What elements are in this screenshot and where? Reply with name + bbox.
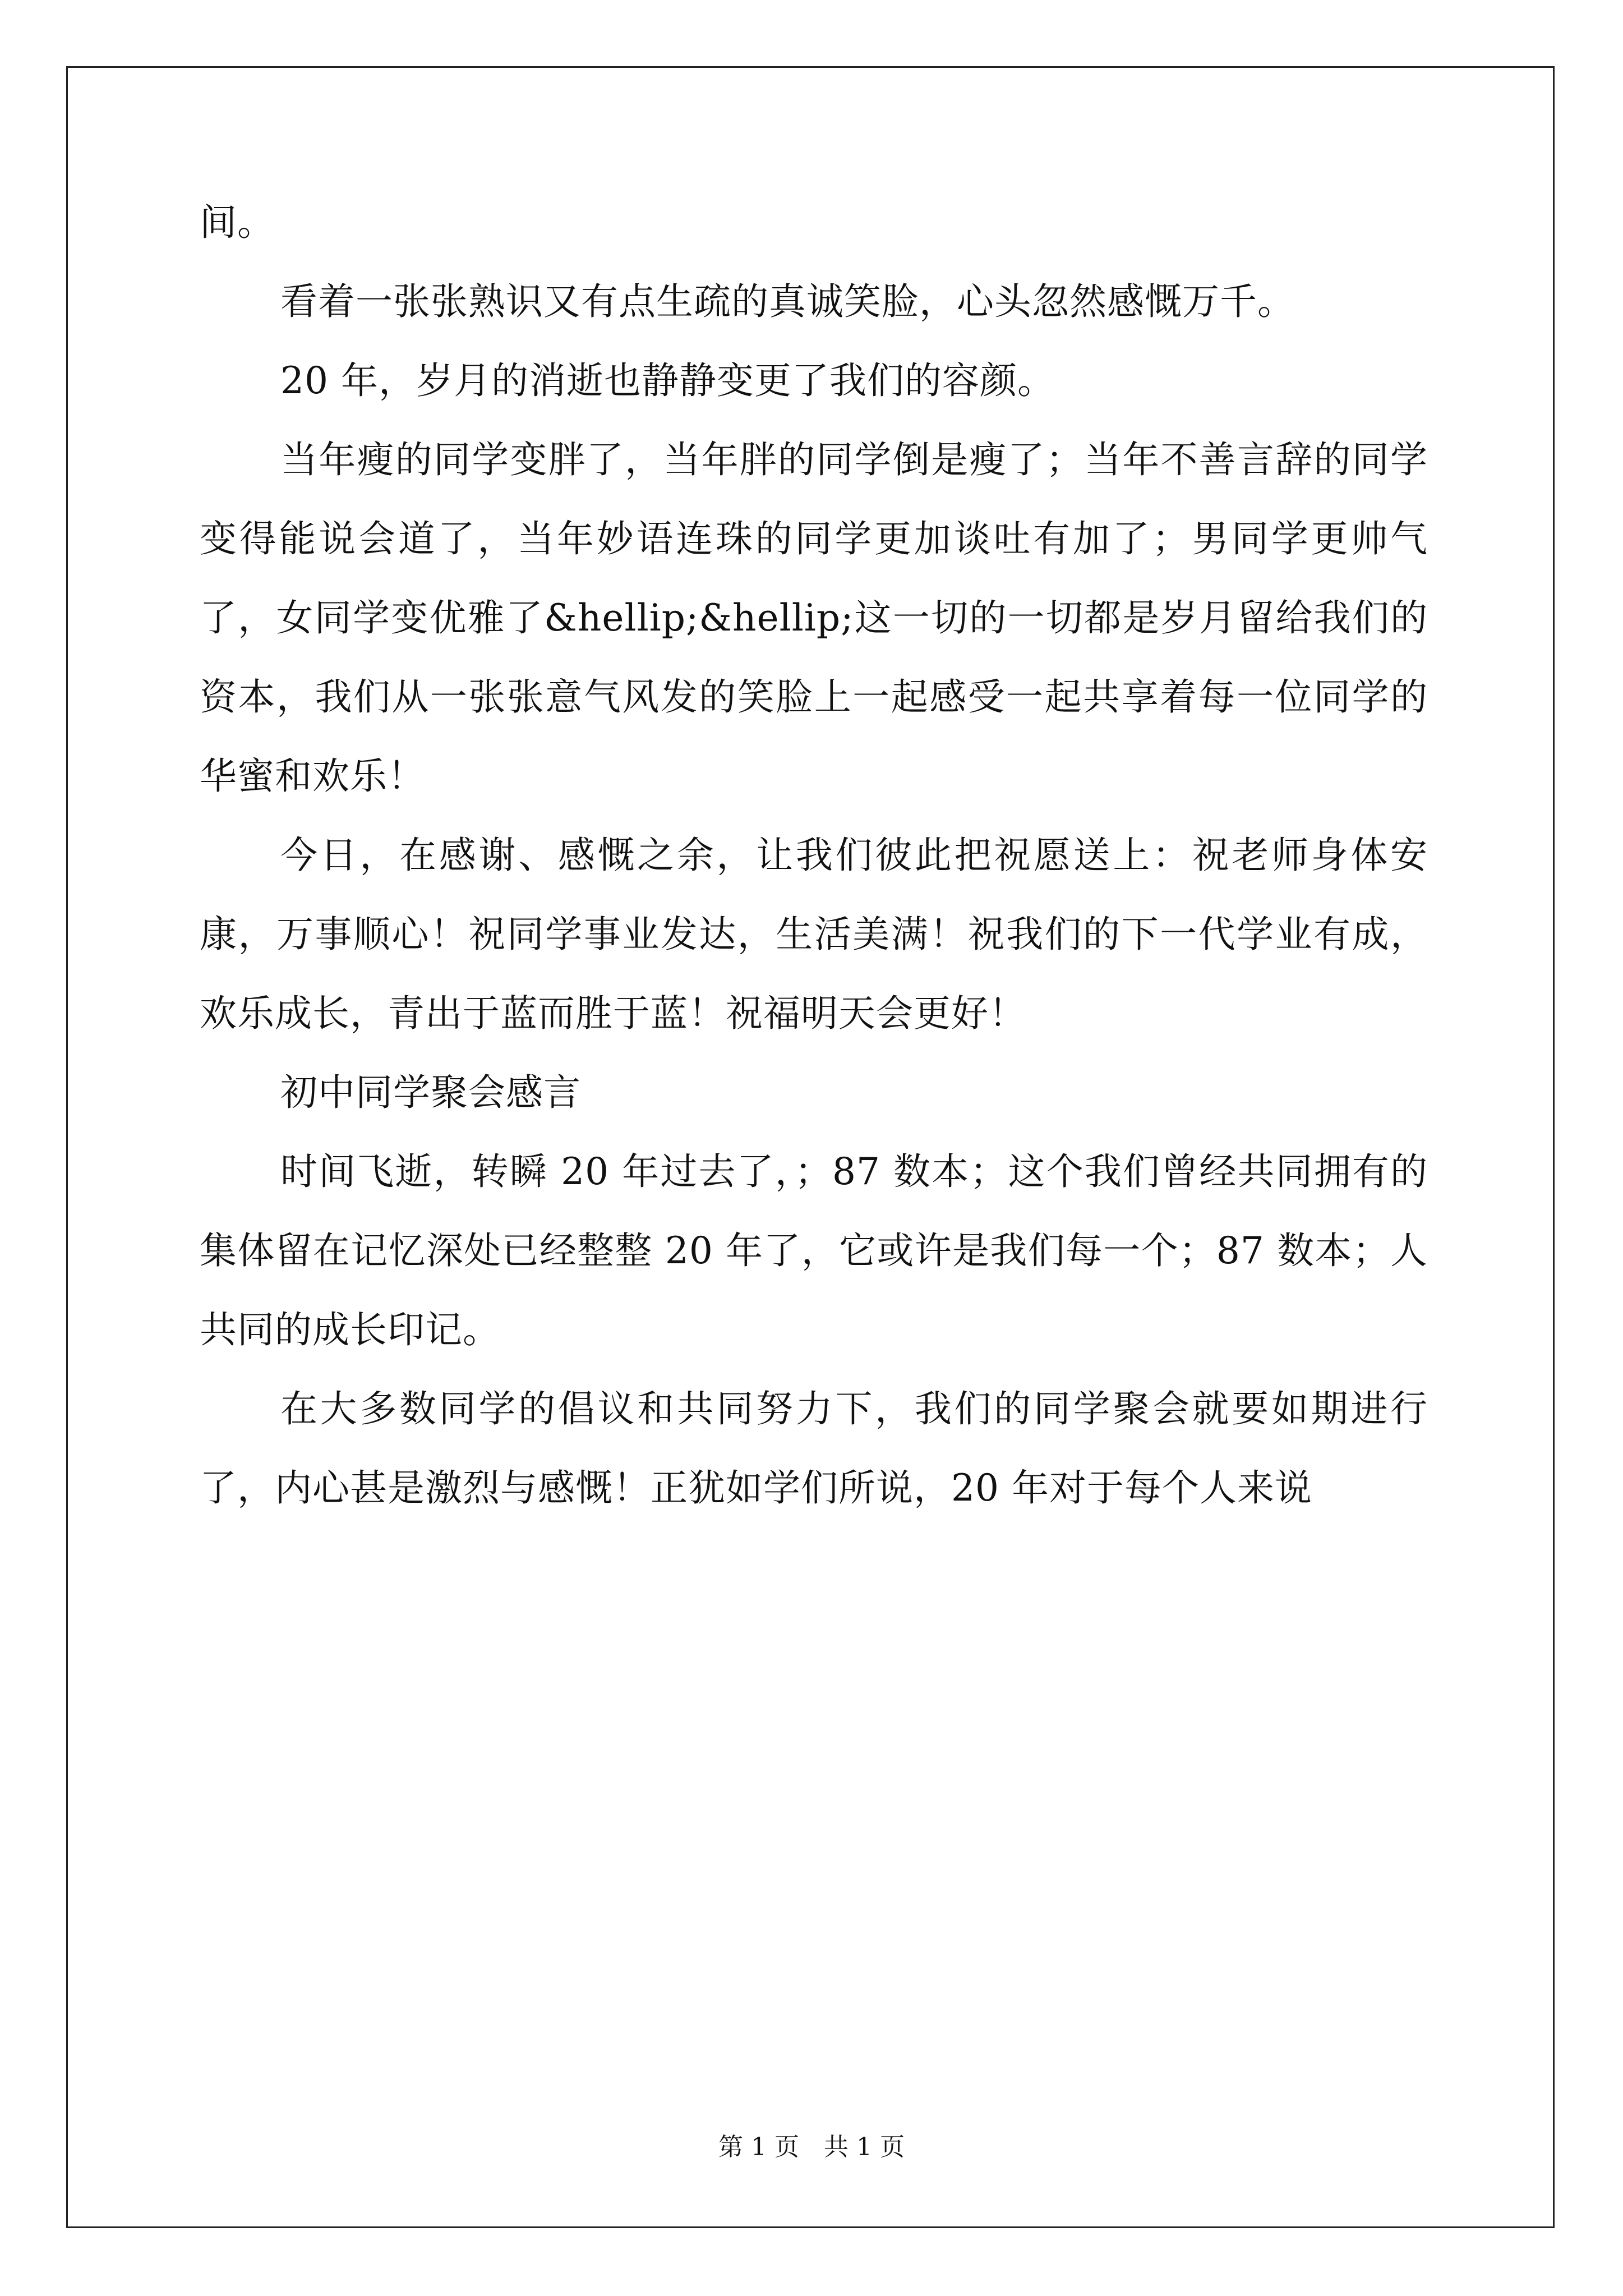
paragraph-3: 20 年，岁月的消逝也静静变更了我们的容颜。 bbox=[280, 359, 1055, 402]
paragraph-5: 今日，在感谢、感慨之余，让我们彼此把祝愿送上：祝老师身体安康，万事顺心！祝同学事业发达，生活美满！祝我们的下一代学业有成，欢乐成长，青出于蓝而胜于蓝！祝福明天会更好！ bbox=[200, 834, 1428, 1035]
paragraph-1: 间。 bbox=[200, 201, 275, 244]
document-body bbox=[200, 183, 1428, 1527]
paragraph-8: 在大多数同学的倡议和共同努力下，我们的同学聚会就要如期进行了，内心甚是激烈与感慨！正犹如学们所说，20 年对于每个人来说 bbox=[200, 1387, 1428, 1510]
paragraph-4: 当年瘦的同学变胖了，当年胖的同学倒是瘦了；当年不善言辞的同学变得能说会道了，当年妙语连珠的同学更加谈吐有加了；男同学更帅气了，女同学变优雅了&hellip;&hellip;这一切的一切都是岁月留给我们的资本，我们从一张张意气风发的笑脸上一起感受一起共享着每一位同学的华蜜和欢乐！ bbox=[200, 438, 1428, 798]
paragraph-7: 时间飞逝，转瞬 20 年过去了，；87 数本；这个我们曾经共同拥有的集体留在记忆深处已经整整 20 年了，它或许是我们每一个；87 数本；人共同的成长印记。 bbox=[200, 1150, 1428, 1351]
paragraph-2: 看着一张张熟识又有点生疏的真诚笑脸，心头忽然感慨万千。 bbox=[280, 280, 1295, 323]
section-heading: 初中同学聚会感言 bbox=[280, 1071, 581, 1114]
page-number-footer: 第 1 页 共 1 页 bbox=[718, 2133, 905, 2161]
